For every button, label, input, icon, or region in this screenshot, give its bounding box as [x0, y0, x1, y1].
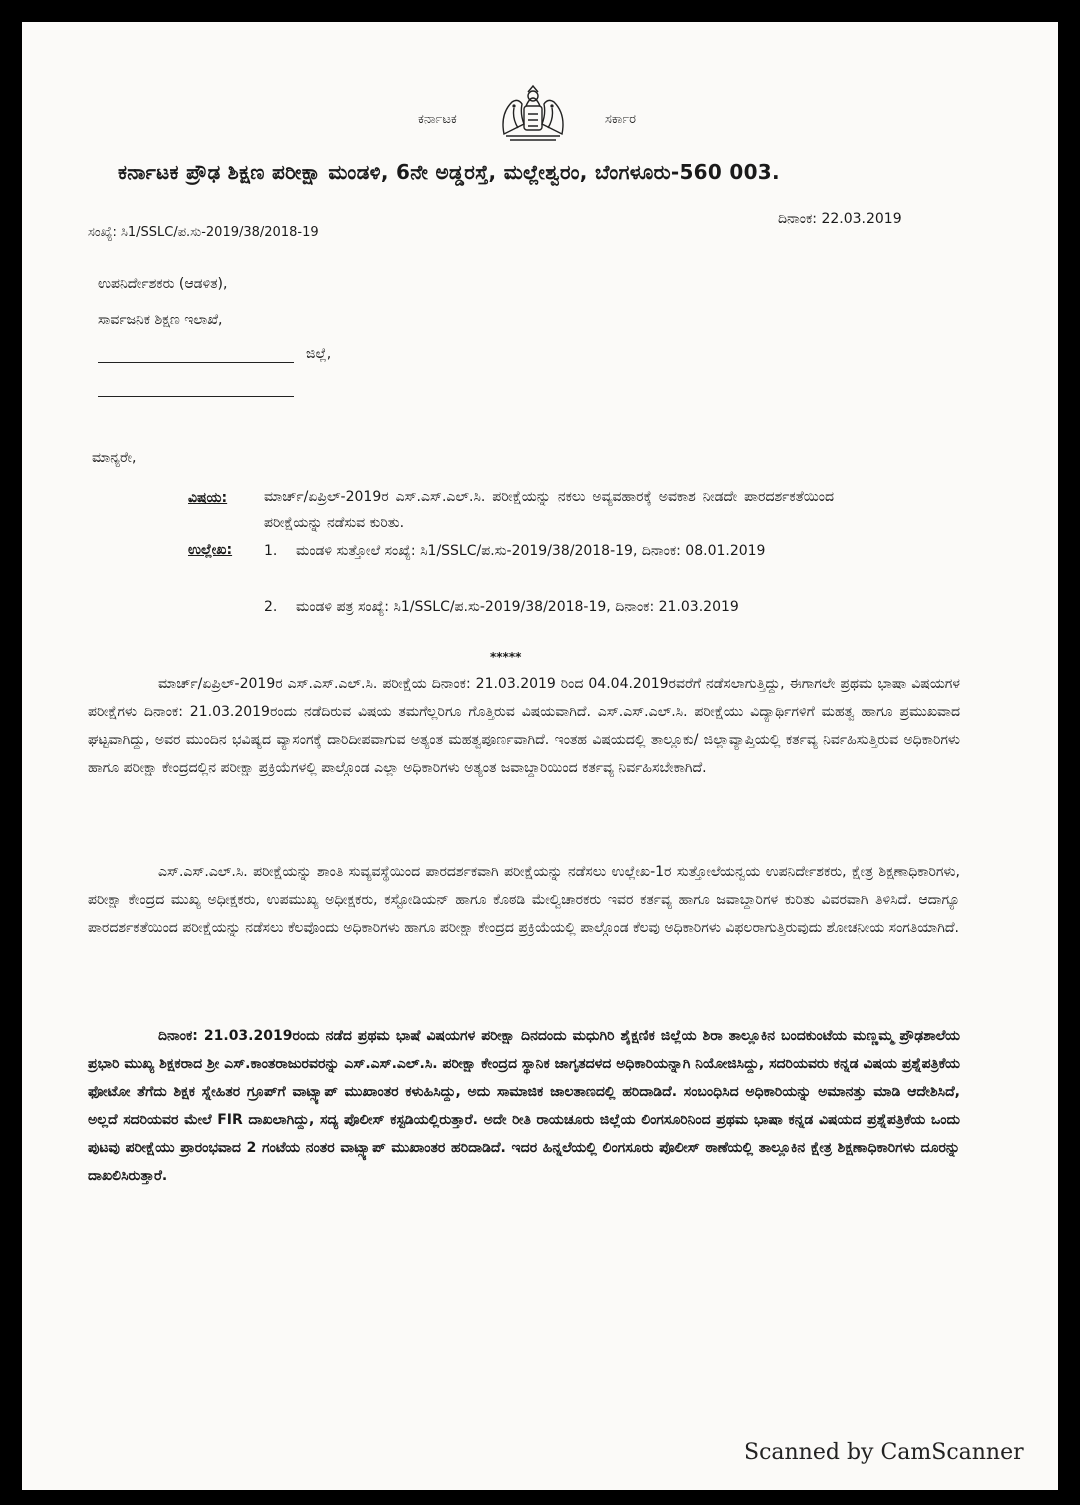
letter-date: ದಿನಾಂಕ: 22.03.2019	[778, 211, 902, 227]
paragraph-1: ಮಾರ್ಚ್/ಏಪ್ರಿಲ್-2019ರ ಎಸ್.ಎಸ್.ಎಲ್.ಸಿ. ಪರೀಕ್ಷೆಯ ದಿನಾಂಕ: 21.03.2019 ರಿಂದ 04.04.2019ರವರೆಗೆ ನಡೆಸಲಾಗುತ್ತಿದ್ದು, ಈಗಾಗಲೇ ಪ್ರಥಮ ಭಾಷಾ ವಿಷಯಗಳ ಪರೀಕ್ಷೆಗಳು ದಿನಾಂಕ: 21.03.2019ರಂದು ನಡೆದಿರುವ ವಿಷಯ ತಮಗೆಲ್ಲರಿಗೂ ಗೊತ್ತಿರುವ ವಿಷಯವಾಗಿದೆ. ಎಸ್.ಎಸ್.ಎಲ್.ಸಿ. ಪರೀಕ್ಷೆಯು ವಿದ್ಯಾರ್ಥಿಗಳಿಗೆ ಮಹತ್ವ ಹಾಗೂ ಪ್ರಮುಖವಾದ ಘಟ್ಟವಾಗಿದ್ದು, ಅವರ ಮುಂದಿನ ಭವಿಷ್ಯದ ವ್ಯಾಸಂಗಕ್ಕೆ ದಾರಿದೀಪವಾಗುವ ಅತ್ಯಂತ ಮಹತ್ವಪೂರ್ಣವಾಗಿದೆ. ಇಂತಹ ವಿಷಯದಲ್ಲಿ ತಾಲ್ಲೂಕು/ ಜಿಲ್ಲಾವ್ಯಾಪ್ತಿಯಲ್ಲಿ ಕರ್ತವ್ಯ ನಿರ್ವಹಿಸುತ್ತಿರುವ ಅಧಿಕಾರಿಗಳು ಹಾಗೂ ಪರೀಕ್ಷಾ ಕೇಂದ್ರದಲ್ಲಿನ ಪರೀಕ್ಷಾ ಪ್ರಕ್ರಿಯೆಗಳಲ್ಲಿ ಪಾಲ್ಗೊಂಡ ಎಲ್ಲಾ ಅಧಿಕಾರಿಗಳು ಅತ್ಯಂತ ಜವಾಬ್ದಾರಿಯಿಂದ ಕರ್ತವ್ಯ ನಿರ್ವಹಿಸಬೇಕಾಗಿದೆ.	[88, 676, 960, 776]
separator: *****	[490, 650, 522, 664]
government-label-right: ಸರ್ಕಾರ	[605, 112, 636, 127]
reference-number: ಸಂಖ್ಯೆ: ಸಿ1/SSLC/ಪ.ಸು-2019/38/2018-19	[88, 225, 319, 240]
reference-item-2-number: 2.	[264, 599, 278, 615]
salutation: ಮಾನ್ಯರೇ,	[92, 450, 137, 466]
government-header	[22, 84, 1058, 144]
document-page	[22, 22, 1058, 1490]
address-line-2: ಸಾರ್ವಜನಿಕ ಶಿಕ್ಷಣ ಇಲಾಖೆ,	[98, 312, 223, 328]
reference-item-2-text: ಮಂಡಳಿ ಪತ್ರ ಸಂಖ್ಯೆ: ಸಿ1/SSLC/ಪ.ಸು-2019/38/2018-19, ದಿನಾಂಕ: 21.03.2019	[296, 599, 739, 615]
camscanner-watermark: Scanned by CamScanner	[744, 1440, 1024, 1465]
paragraph-2: ಎಸ್.ಎಸ್.ಎಲ್.ಸಿ. ಪರೀಕ್ಷೆಯನ್ನು ಶಾಂತಿ ಸುವ್ಯವಸ್ಥೆಯಿಂದ ಪಾರದರ್ಶಕವಾಗಿ ಪರೀಕ್ಷೆಯನ್ನು ನಡೆಸಲು ಉಲ್ಲೇಖ-1ರ ಸುತ್ತೋಲೆಯನ್ವಯ ಉಪನಿರ್ದೇಶಕರು, ಕ್ಷೇತ್ರ ಶಿಕ್ಷಣಾಧಿಕಾರಿಗಳು, ಪರೀಕ್ಷಾ ಕೇಂದ್ರದ ಮುಖ್ಯ ಅಧೀಕ್ಷಕರು, ಉಪಮುಖ್ಯ ಅಧೀಕ್ಷಕರು, ಕಸ್ಟೋಡಿಯನ್ ಹಾಗೂ ಕೊಠಡಿ ಮೇಲ್ವಿಚಾರಕರು ಇವರ ಕರ್ತವ್ಯ ಹಾಗೂ ಜವಾಬ್ದಾರಿಗಳ ಕುರಿತು ವಿವರವಾಗಿ ತಿಳಿಸಿದೆ. ಆದಾಗ್ಯೂ ಪಾರದರ್ಶಕತೆಯಿಂದ ಪರೀಕ್ಷೆಯನ್ನು ನಡೆಸಲು ಕೆಲವೊಂದು ಅಧಿಕಾರಿಗಳು ಹಾಗೂ ಪರೀಕ್ಷಾ ಕೇಂದ್ರದ ಪ್ರಕ್ರಿಯೆಯಲ್ಲಿ ಪಾಲ್ಗೊಂಡ ಕೆಲವು ಅಧಿಕಾರಿಗಳು ವಿಫಲರಾಗುತ್ತಿರುವುದು ಶೋಚನೀಯ ಸಂಗತಿಯಾಗಿದೆ.	[88, 864, 960, 936]
paragraph-3: ದಿನಾಂಕ: 21.03.2019ರಂದು ನಡೆದ ಪ್ರಥಮ ಭಾಷೆ ವಿಷಯಗಳ ಪರೀಕ್ಷಾ ದಿನದಂದು ಮಧುಗಿರಿ ಶೈಕ್ಷಣಿಕ ಜಿಲ್ಲೆಯ ಶಿರಾ ತಾಲ್ಲೂಕಿನ ಬಂದಕುಂಟೆಯ ಮಣ್ಣಮ್ಮ ಪ್ರೌಢಶಾಲೆಯ ಪ್ರಭಾರಿ ಮುಖ್ಯ ಶಿಕ್ಷಕರಾದ ಶ್ರೀ ಎಸ್.ಕಾಂತರಾಜುರವರನ್ನು ಎಸ್.ಎಸ್.ಎಲ್.ಸಿ. ಪರೀಕ್ಷಾ ಕೇಂದ್ರದ ಸ್ಥಾನಿಕ ಜಾಗೃತದಳದ ಅಧಿಕಾರಿಯನ್ನಾಗಿ ನಿಯೋಜಿಸಿದ್ದು, ಸದರಿಯವರು ಕನ್ನಡ ವಿಷಯ ಪ್ರಶ್ನೆಪತ್ರಿಕೆಯ ಫೋಟೋ ತೆಗೆದು ಶಿಕ್ಷಕ ಸ್ನೇಹಿತರ ಗ್ರೂಪ್‌ಗೆ ವಾಟ್ಸ್ಯಾಪ್ ಮುಖಾಂತರ ಕಳುಹಿಸಿದ್ದು, ಅದು ಸಾಮಾಜಿಕ ಜಾಲತಾಣದಲ್ಲಿ ಹರಿದಾಡಿದೆ. ಸಂಬಂಧಿಸಿದ ಅಧಿಕಾರಿಯನ್ನು ಅಮಾನತ್ತು ಮಾಡಿ ಆದೇಶಿಸಿದೆ, ಅಲ್ಲದೆ ಸದರಿಯವರ ಮೇಲೆ FIR ದಾಖಲಾಗಿದ್ದು, ಸದ್ಯ ಪೊಲೀಸ್ ಕಸ್ಟಡಿಯಲ್ಲಿರುತ್ತಾರೆ. ಅದೇ ರೀತಿ ರಾಯಚೂರು ಜಿಲ್ಲೆಯ ಲಿಂಗಸೂರಿನಿಂದ ಪ್ರಥಮ ಭಾಷಾ ಕನ್ನಡ ವಿಷಯದ ಪ್ರಶ್ನೆಪತ್ರಿಕೆಯ ಒಂದು ಪುಟವು ಪರೀಕ್ಷೆಯು ಪ್ರಾರಂಭವಾದ 2 ಗಂಟೆಯ ನಂತರ ವಾಟ್ಸ್ಯಾಪ್ ಮುಖಾಂತರ ಹರಿದಾಡಿದೆ. ಇದರ ಹಿನ್ನಲೆಯಲ್ಲಿ ಲಿಂಗಸೂರು ಪೊಲೀಸ್ ಠಾಣೆಯಲ್ಲಿ ತಾಲ್ಲೂಕಿನ ಕ್ಷೇತ್ರ ಶಿಕ್ಷಣಾಧಿಕಾರಿಗಳು ದೂರನ್ನು ದಾಖಲಿಸಿರುತ್ತಾರೆ.	[88, 1028, 960, 1184]
karnataka-emblem-icon	[492, 84, 574, 142]
reference-item-1-text: ಮಂಡಳಿ ಸುತ್ತೋಲೆ ಸಂಖ್ಯೆ: ಸಿ1/SSLC/ಪ.ಸು-2019/38/2018-19, ದಿನಾಂಕ: 08.01.2019	[296, 543, 766, 559]
reference-label: ಉಲ್ಲೇಖ:	[188, 542, 233, 558]
government-label-left: ಕರ್ನಾಟಕ	[418, 112, 457, 127]
subject-label: ವಿಷಯ:	[188, 490, 228, 506]
address-district-suffix: ಜಿಲ್ಲೆ,	[306, 346, 332, 362]
subject-text: ಮಾರ್ಚ್/ಏಪ್ರಿಲ್-2019ರ ಎಸ್.ಎಸ್.ಎಲ್.ಸಿ. ಪರೀಕ್ಷೆಯನ್ನು ನಕಲು ಅವ್ಯವಹಾರಕ್ಕೆ ಅವಕಾಶ ನೀಡದೇ ಪಾರದರ್ಶಕತೆಯಿಂದ ಪರೀಕ್ಷೆಯನ್ನು ನಡೆಸುವ ಕುರಿತು.	[264, 489, 834, 531]
reference-item-1-number: 1.	[264, 543, 278, 559]
board-title: ಕರ್ನಾಟಕ ಪ್ರೌಢ ಶಿಕ್ಷಣ ಪರೀಕ್ಷಾ ಮಂಡಳಿ, 6ನೇ ಅಡ್ಡರಸ್ತೆ, ಮಲ್ಲೇಶ್ವರಂ, ಬೆಂಗಳೂರು-560 003.	[118, 160, 780, 184]
district-blank-line	[98, 362, 294, 363]
address-line-1: ಉಪನಿರ್ದೇಶಕರು (ಆಡಳಿತ),	[98, 276, 228, 292]
address-blank-line	[98, 396, 294, 397]
